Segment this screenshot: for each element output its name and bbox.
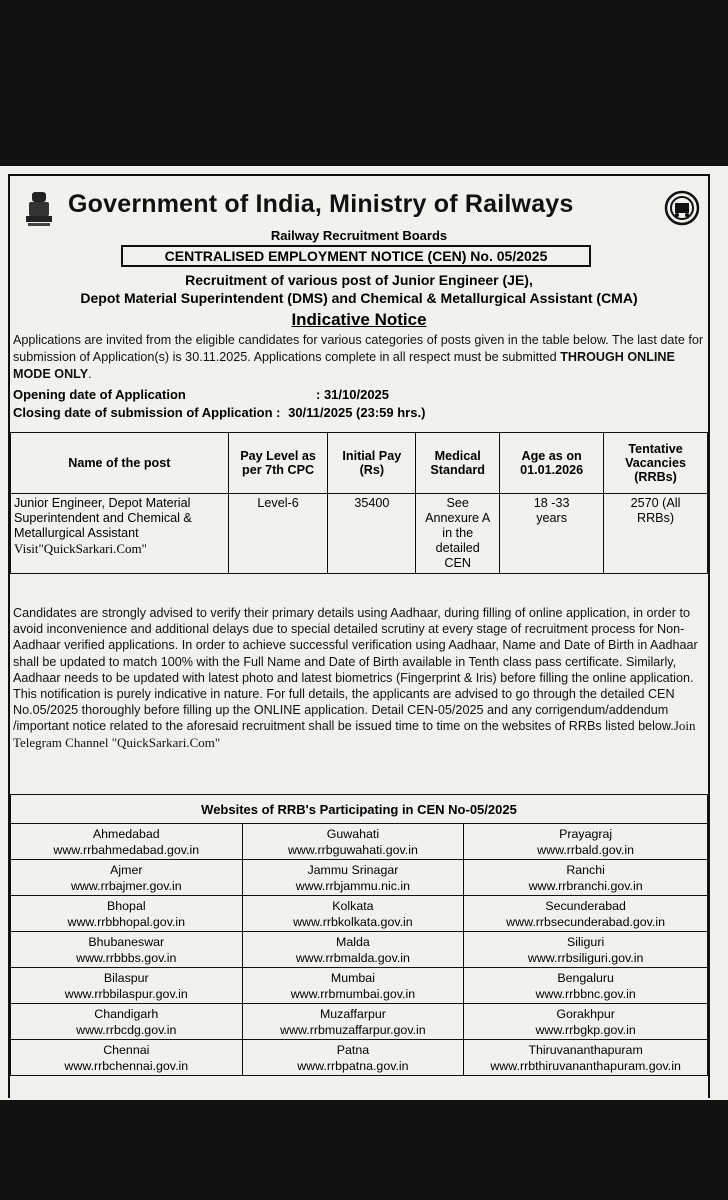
- vacancies-cell: 2570 (All RRBs): [604, 494, 708, 574]
- rrb-city: Prayagraj: [559, 826, 613, 841]
- rrb-city: Guwahati: [326, 826, 380, 841]
- rrb-cell: [464, 1040, 708, 1076]
- rrb-cell: [464, 968, 708, 1004]
- rrb-cell: [464, 932, 708, 968]
- rrb-website-link[interactable]: www.rrbahmedabad.gov.in: [53, 842, 200, 857]
- rrb-city: Gorakhpur: [556, 1006, 615, 1021]
- rrb-city: Ahmedabad: [92, 826, 160, 841]
- rrb-website-link[interactable]: www.rrbcdg.gov.in: [76, 1022, 177, 1037]
- watermark-text: Visit"QuickSarkari.Com": [14, 541, 147, 556]
- opening-date-label: Opening date of Application: [13, 387, 186, 402]
- rrb-websites-table: [10, 794, 708, 1076]
- rrb-website-link[interactable]: www.rrbbnc.gov.in: [535, 986, 636, 1001]
- rrb-city: Chennai: [103, 1042, 150, 1057]
- rrb-website-link[interactable]: www.rrbranchi.gov.in: [528, 878, 643, 893]
- pay-level-cell: Level-6: [228, 494, 328, 574]
- recruitment-title: [10, 271, 708, 307]
- rrb-website-link[interactable]: www.rrbkolkata.gov.in: [293, 914, 413, 929]
- col-header-vacancies: Tentative Vacancies (RRBs): [604, 433, 708, 494]
- col-header-age: Age as on 01.01.2026: [500, 433, 604, 494]
- vacancy-table-header: [11, 433, 708, 494]
- telegram-watermark: Join Telegram Channel "QuickSarkari.Com": [13, 718, 696, 750]
- websites-list: [11, 824, 708, 1076]
- opening-date-row: [13, 386, 425, 404]
- rrb-cell: [11, 968, 243, 1004]
- rrb-website-link[interactable]: www.rrbpatna.gov.in: [297, 1058, 409, 1073]
- intro-text: Applications are invited from the eligible candidates for various categories of posts given in the table below. The last date for submission of Application(s) is 30.11.2025. Applications complete in all respect must be submitted: [13, 333, 704, 364]
- rrb-cell: [242, 968, 464, 1004]
- closing-date-row: [13, 404, 425, 422]
- rrb-cell: [11, 932, 243, 968]
- rrb-cell: [11, 896, 243, 932]
- rrb-website-link[interactable]: www.rrbguwahati.gov.in: [287, 842, 418, 857]
- rrb-city: Malda: [336, 934, 370, 949]
- indicative-notice-label: Indicative Notice: [291, 310, 427, 329]
- rrb-cell: [464, 1004, 708, 1040]
- cen-number-box: CENTRALISED EMPLOYMENT NOTICE (CEN) No. 05/2025: [121, 245, 591, 267]
- rrb-cell: [464, 860, 708, 896]
- rrb-cell: [242, 824, 464, 860]
- rrb-city: Secunderabad: [545, 898, 626, 913]
- intro-end: .: [88, 367, 92, 381]
- rrb-city: Mumbai: [330, 970, 375, 985]
- table-row: [11, 896, 708, 932]
- col-header-pay-level: Pay Level as per 7th CPC: [228, 433, 328, 494]
- rrb-city: Chandigarh: [94, 1006, 159, 1021]
- rrb-city: Muzaffarpur: [319, 1006, 386, 1021]
- rrb-website-link[interactable]: www.rrbbbs.gov.in: [76, 950, 177, 965]
- rrb-website-link[interactable]: www.rrbjammu.nic.in: [295, 878, 411, 893]
- rrb-cell: [242, 860, 464, 896]
- notice-page: [0, 166, 728, 1100]
- national-emblem-icon: [22, 190, 56, 230]
- table-row: [11, 824, 708, 860]
- closing-date-label: Closing date of submission of Application :: [13, 405, 281, 420]
- intro-paragraph: [13, 332, 709, 383]
- rrb-website-link[interactable]: www.rrbthiruvananthapuram.gov.in: [490, 1058, 681, 1073]
- rrb-cell: [464, 896, 708, 932]
- rrb-city: Siliguri: [567, 934, 605, 949]
- websites-heading: Websites of RRB's Participating in CEN No-05/2025: [11, 795, 708, 824]
- rrb-website-link[interactable]: www.rrbmuzaffarpur.gov.in: [280, 1022, 426, 1037]
- closing-date-value: 30/11/2025 (23:59 hrs.): [288, 405, 426, 420]
- rrb-city: Bengaluru: [557, 970, 614, 985]
- post-name: Junior Engineer, Depot Material Superintendent and Chemical & Metallurgical Assistant: [14, 496, 192, 540]
- rrb-city: Jammu Srinagar: [307, 862, 399, 877]
- rrb-website-link[interactable]: www.rrbbilaspur.gov.in: [64, 986, 188, 1001]
- table-row: [11, 932, 708, 968]
- post-name-cell: [11, 494, 229, 574]
- table-row: [11, 1040, 708, 1076]
- rrb-city: Kolkata: [332, 898, 374, 913]
- advisory-paragraph: [13, 605, 709, 751]
- rrb-cell: [242, 1040, 464, 1076]
- col-header-initial-pay: Initial Pay (Rs): [328, 433, 416, 494]
- opening-date-value: : 31/10/2025: [316, 387, 390, 402]
- rrb-city: Thiruvananthapuram: [528, 1042, 643, 1057]
- rrb-website-link[interactable]: www.rrbajmer.gov.in: [70, 878, 182, 893]
- table-row: [11, 1004, 708, 1040]
- medical-standard-cell: See Annexure A in the detailed CEN: [416, 494, 500, 574]
- rrb-city: Bhubaneswar: [88, 934, 165, 949]
- indicative-notice-heading: [10, 310, 708, 330]
- rrb-city: Bilaspur: [103, 970, 149, 985]
- rrb-city: Ajmer: [110, 862, 143, 877]
- rrb-website-link[interactable]: www.rrbald.gov.in: [537, 842, 635, 857]
- subtitle: Railway Recruitment Boards: [270, 228, 448, 243]
- rrb-website-link[interactable]: www.rrbgkp.gov.in: [535, 1022, 636, 1037]
- rrb-website-link[interactable]: www.rrbmalda.gov.in: [295, 950, 410, 965]
- table-row: [11, 860, 708, 896]
- intro-bold: THROUGH ONLINE MODE ONLY: [13, 350, 675, 381]
- col-header-post: Name of the post: [11, 433, 229, 494]
- notice-frame: [8, 174, 710, 1098]
- rrb-cell: [242, 896, 464, 932]
- railway-logo-icon: [664, 190, 700, 226]
- rrb-cell: [11, 860, 243, 896]
- rrb-cell: [11, 1040, 243, 1076]
- rrb-website-link[interactable]: www.rrbsiliguri.gov.in: [527, 950, 644, 965]
- col-header-medical: Medical Standard: [416, 433, 500, 494]
- rrb-cell: [11, 824, 243, 860]
- header: [10, 188, 712, 228]
- rrb-cell: [11, 1004, 243, 1040]
- vacancy-table: [10, 432, 708, 574]
- rrb-city: Bhopal: [107, 898, 146, 913]
- page-title: Government of India, Ministry of Railways: [68, 190, 574, 218]
- table-row: [11, 494, 708, 574]
- application-dates: [13, 386, 425, 422]
- initial-pay-cell: 35400: [328, 494, 416, 574]
- table-row: [11, 968, 708, 1004]
- rrb-city: Ranchi: [566, 862, 605, 877]
- rrb-website-link[interactable]: www.rrbmumbai.gov.in: [290, 986, 416, 1001]
- recruitment-line-1: Recruitment of various post of Junior Engineer (JE),: [185, 272, 533, 288]
- age-cell: 18 -33 years: [500, 494, 604, 574]
- recruitment-line-2: Depot Material Superintendent (DMS) and Chemical & Metallurgical Assistant (CMA): [80, 290, 638, 306]
- rrb-city: Patna: [336, 1042, 370, 1057]
- advisory-text: Candidates are strongly advised to verify their primary details using Aadhaar, during filling of online application, in order to avoid inconvenience and additional delays due to special detailed scrutiny at every stage of recruitment process for Non-Aadhaar verified applications. In order to achieve successful verification using Aadhaar, Name and Date of Birth in Aadhaar shall be updated to match 100% with the Full Name and Date of Birth available in Tenth class pass certificate. Similarly, Aadhaar needs to be updated with latest photo and latest biometrics (Fingerprint & Iris) before filling the online application. This notification is purely indicative in nature. For full details, the applicants are advised to go through the detailed CEN No.05/2025 thoroughly before filling up the ONLINE application. Detail CEN-05/2025 and any corrigendum/addendum /important notice related to the aforesaid recruitment shall be issued time to time on the websites of RRBs listed below.: [13, 606, 698, 734]
- rrb-cell: [242, 932, 464, 968]
- rrb-website-link[interactable]: www.rrbbhopal.gov.in: [67, 914, 186, 929]
- rrb-website-link[interactable]: www.rrbsecunderabad.gov.in: [506, 914, 666, 929]
- rrb-cell: [464, 824, 708, 860]
- rrb-cell: [242, 1004, 464, 1040]
- rrb-website-link[interactable]: www.rrbchennai.gov.in: [64, 1058, 189, 1073]
